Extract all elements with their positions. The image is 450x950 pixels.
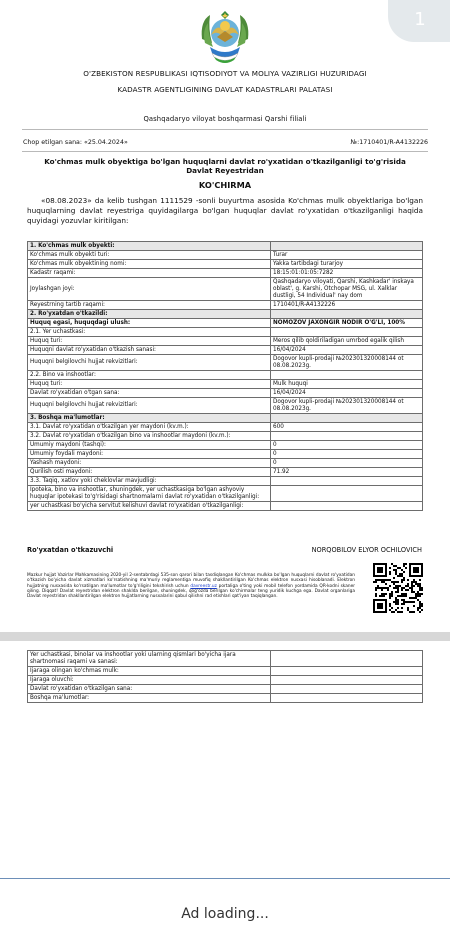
table-row	[28, 502, 423, 511]
footnote-text-2: portaliga o'ting yoki mobil telefon yordamida QR-kodni skaner qiling. Diqqat! Davlat reyestridan elektron shaklda berilgan, shuningdek, qog'ozda berilgan ko'chirmalar teng yuridik kuchga ega. Davlat organlariga Davlat reyestridan shakllantirilgan elektron hujjatlarning nusxalarini qabul qilishni rad etishlari qat'iyan taqiqlangan.	[27, 583, 355, 600]
table-cell-value	[271, 328, 423, 337]
table-cell-value: Mulk huquqi	[271, 380, 423, 389]
table-cell-label: Huquq egasi, huquqdagi ulush:	[28, 319, 271, 328]
intro-paragraph: «08.08.2023» da kelib tushgan 1111529 -sonli buyurtma asosida Ko'chmas mulk obyektlariga bo'lgan huquqlarning davlat reyestriga quyidagilarga bo'lgan huquqlar davlat ro'yxatidan o'tkazilganligi haqida quyidagi yozuvlar kiritilgan:	[27, 196, 423, 225]
table-cell-value	[271, 432, 423, 441]
table-row	[28, 667, 423, 676]
table-row	[28, 486, 423, 502]
table-cell-value: 71.92	[271, 468, 423, 477]
table-cell-label: 2.2. Bino va inshootlar:	[28, 371, 271, 380]
verification-portal-link[interactable]: davreestr.uz	[190, 583, 217, 589]
table-cell-label: Ipoteka, bino va inshootlar, shuningdek, yer uchastkasiga bo'lgan ashyoviy huquqlar ipotekasi to'g'risidagi shartnomalarni davlat ro'yxatidan o'tkazilganligi:	[28, 486, 271, 502]
table-cell-label: 3. Boshqa ma'lumotlar:	[28, 414, 271, 423]
table-cell-value: Dogovor kupli-prodaji №202301320008144 ot 08.08.2023g.	[271, 355, 423, 371]
table-row	[28, 423, 423, 432]
table-cell-label: 3.3. Taqiq, xatlov yoki cheklovlar mavjudligi:	[28, 477, 271, 486]
table-cell-label: Boshqa ma'lumotlar:	[28, 694, 271, 703]
document-title: Ko'chmas mulk obyektiga bo'lgan huquqlarni davlat ro'yxatidan o'tkazilganligi to'g'risida Davlat Reyestridan	[44, 157, 406, 175]
table-cell-value	[271, 242, 423, 251]
table-row	[28, 278, 423, 301]
table-cell-label: Ijaraga oluvchi:	[28, 676, 271, 685]
table-row	[28, 450, 423, 459]
table-cell-label: Davlat ro'yxatidan o'tkazilgan sana:	[28, 685, 271, 694]
ad-divider	[0, 878, 450, 879]
document-number: №:1710401/R-A4132226	[350, 139, 428, 146]
agency-heading: KADASTR AGENTLIGINING DAVLAT KADASTRLARI PALATASI	[117, 85, 333, 94]
table-cell-label: Huquqni belgilovchi hujjat rekvizitlari:	[28, 355, 271, 371]
table-cell-label: Huquq turi:	[28, 380, 271, 389]
table-cell-label: Huquq turi:	[28, 337, 271, 346]
table-cell-label: Davlat ro'yxatidan o'tgan sana:	[28, 389, 271, 398]
table-cell-value	[271, 502, 423, 511]
table-cell-value: Turar	[271, 251, 423, 260]
state-emblem-icon	[196, 9, 254, 65]
ministry-heading: O'ZBEKISTON RESPUBLIKASI IQTISODIYOT VA MOLIYA VAZIRLIGI HUZURIDAGI	[83, 69, 367, 78]
table-cell-value	[271, 651, 423, 667]
table-row	[28, 380, 423, 389]
table-cell-label: 3.2. Davlat ro'yxatidan o'tkazilgan bino va inshootlar maydoni (kv.m.):	[28, 432, 271, 441]
table-section-row	[28, 310, 423, 319]
table-row	[28, 477, 423, 486]
document-subtitle: KO'CHIRMA	[198, 180, 252, 190]
qr-code-icon	[373, 563, 423, 619]
table-cell-value: 0	[271, 441, 423, 450]
table-row	[28, 269, 423, 278]
print-date: Chop etilgan sana: «25.04.2024»	[23, 139, 128, 146]
table-row	[28, 398, 423, 414]
table-row	[28, 346, 423, 355]
registry-table	[27, 241, 423, 511]
table-cell-value	[271, 694, 423, 703]
table-row	[28, 371, 423, 380]
table-cell-label: 2. Ro'yxatdan o'tkazildi:	[28, 310, 271, 319]
table-cell-value	[271, 486, 423, 502]
table-cell-value	[271, 371, 423, 380]
table-row	[28, 441, 423, 450]
document-page-2	[0, 641, 450, 881]
table-cell-value: 0	[271, 459, 423, 468]
table-row	[28, 676, 423, 685]
meta-divider	[22, 151, 428, 152]
table-cell-value: Qashqadaryo viloyati, Qarshi, Kashkadar' inskaya oblast', g. Karshi, Otchopar MSG, ul. Xalklar dustligi, 54 Individual' nay dom	[271, 278, 423, 301]
page-number-badge	[388, 0, 450, 42]
table-row	[28, 685, 423, 694]
table-cell-value	[271, 667, 423, 676]
table-row	[28, 301, 423, 310]
lease-table	[27, 650, 423, 703]
verification-qr-code[interactable]	[373, 563, 423, 623]
table-row	[28, 319, 423, 328]
table-cell-value: 1710401/R-A4132226	[271, 301, 423, 310]
table-row	[28, 651, 423, 667]
table-row	[28, 328, 423, 337]
table-cell-value: 16/04/2024	[271, 389, 423, 398]
registrar-name: NORQOBILOV ELYOR OCHILOVICH	[311, 546, 422, 554]
table-section-row	[28, 414, 423, 423]
table-cell-label: 2.1. Yer uchastkasi:	[28, 328, 271, 337]
table-cell-value: 16/04/2024	[271, 346, 423, 355]
table-cell-label: yer uchastkasi bo'yicha servitut kelishuvi davlat ro'yxatidan o'tkazilganligi:	[28, 502, 271, 511]
table-cell-label: Joylashgan joyi:	[28, 278, 271, 301]
table-cell-label: Yashash maydoni:	[28, 459, 271, 468]
branch-name: Qashqadaryo viloyat boshqarmasi Qarshi filiali	[143, 115, 307, 123]
table-section-row	[28, 242, 423, 251]
table-row	[28, 251, 423, 260]
table-cell-value	[271, 414, 423, 423]
table-cell-label: Ijaraga olingan ko'chmas mulk:	[28, 667, 271, 676]
table-cell-value: NOMOZOV JAXONGIR NODIR O'G'LI, 100%	[271, 319, 423, 328]
table-cell-value: 18:15:01:01:05:7282	[271, 269, 423, 278]
table-row	[28, 337, 423, 346]
table-cell-value	[271, 685, 423, 694]
table-cell-label: Ko'chmas mulk obyekti turi:	[28, 251, 271, 260]
footnote-text-1: Mazkur hujjat Vazirlar Mahkamasining 2020-yil 2-sentabrdagi 535-son qarori bilan tasdiqlangan Ko'chmas mulkka bo'lgan huquqlarni davlat ro'yxatidan o'tkazish bo'yicha davlat xizmatlari ko'rsatishning ma'muriy reglamentiga muvofiq shakllantirilgan Ko'chmas elektron nusxasi hisoblanadi. Elektron hujjatning nusxasida ko'rsatilgan ma'lumotlar to'g'riligini tekshirish uchun	[27, 573, 355, 589]
table-row	[28, 260, 423, 269]
table-cell-value	[271, 310, 423, 319]
table-cell-label: Qurilish osti maydoni:	[28, 468, 271, 477]
table-row	[28, 694, 423, 703]
table-cell-value: 0	[271, 450, 423, 459]
table-cell-value	[271, 676, 423, 685]
table-row	[28, 389, 423, 398]
table-cell-label: Huquqni davlat ro'yxatidan o'tkazish sanasi:	[28, 346, 271, 355]
ad-loading-text: Ad loading...	[181, 906, 269, 922]
table-cell-value: 600	[271, 423, 423, 432]
table-cell-label: Reyestrning tartib raqami:	[28, 301, 271, 310]
table-row	[28, 459, 423, 468]
table-row	[28, 432, 423, 441]
table-row	[28, 355, 423, 371]
registrar-label: Ro'yxatdan o'tkazuvchi	[27, 546, 114, 554]
table-cell-label: Kadastr raqami:	[28, 269, 271, 278]
table-cell-value: Yakka tartibdagi turarjoy	[271, 260, 423, 269]
table-cell-label: Huquqni belgilovchi hujjat rekvizitlari:	[28, 398, 271, 414]
table-cell-label: 1. Ko'chmas mulk obyekti:	[28, 242, 271, 251]
table-cell-label: 3.1. Davlat ro'yxatidan o'tkazilgan yer maydoni (kv.m.):	[28, 423, 271, 432]
legal-footnote	[27, 573, 355, 599]
table-cell-label: Yer uchastkasi, binolar va inshootlar yoki ularning qismlari bo'yicha ijara shartnomasi raqami va sanasi:	[28, 651, 271, 667]
header-divider	[22, 129, 428, 130]
table-row	[28, 468, 423, 477]
page-separator	[0, 632, 450, 641]
table-cell-value: Dogovor kupli-prodaji №202301320008144 ot 08.08.2023g.	[271, 398, 423, 414]
table-cell-value: Meros qilib qoldiriladigan umrbod egalik qilish	[271, 337, 423, 346]
table-cell-label: Umumiy maydoni (tashqi):	[28, 441, 271, 450]
page-number: 1	[414, 8, 426, 30]
table-cell-label: Umumiy foydali maydoni:	[28, 450, 271, 459]
table-cell-label: Ko'chmas mulk obyektining nomi:	[28, 260, 271, 269]
table-cell-value	[271, 477, 423, 486]
